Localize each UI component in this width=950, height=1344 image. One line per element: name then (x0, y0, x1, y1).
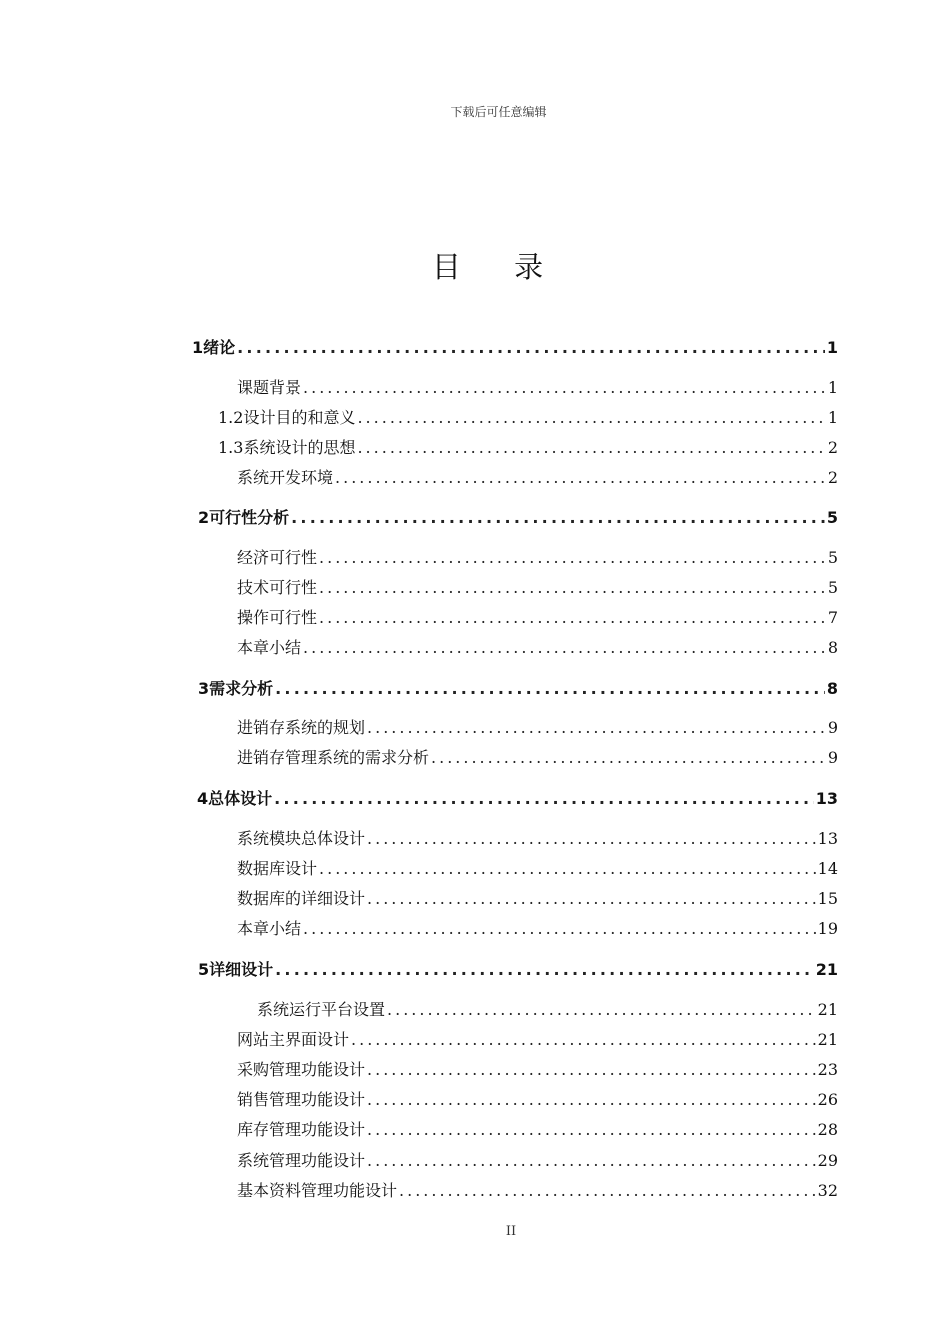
toc-entry-chapter-4[interactable] (197, 789, 838, 809)
toc-entry-chapter-1[interactable] (192, 338, 838, 358)
toc-entry-label: 本章小结 (237, 919, 302, 938)
page-number: II (505, 1224, 517, 1239)
toc-entry-page: 14 (817, 859, 838, 878)
toc-entry-label: 本章小结 (237, 638, 302, 657)
toc-entry[interactable] (237, 578, 838, 598)
toc-entry-page: 7 (827, 608, 838, 627)
toc-leader-dots (357, 408, 825, 428)
toc-entry-label: 数据库设计 (237, 859, 318, 878)
toc-entry[interactable] (237, 548, 838, 568)
toc-entry-number: 1.2 (218, 408, 244, 427)
toc-entry-page: 32 (817, 1181, 838, 1200)
toc-entry-label: 需求分析 (209, 679, 274, 698)
toc-entry-label: 技术可行性 (237, 578, 318, 597)
toc-entry[interactable] (237, 829, 838, 849)
toc-entry[interactable] (237, 378, 838, 398)
toc-entry[interactable] (237, 638, 838, 658)
toc-entry[interactable] (237, 889, 838, 909)
toc-entry-page: 8 (826, 679, 838, 698)
toc-leader-dots (319, 608, 826, 628)
toc-entry-page: 21 (815, 960, 838, 979)
toc-entry-chapter-2[interactable] (198, 508, 838, 528)
toc-entry-page: 26 (817, 1090, 838, 1109)
toc-leader-dots (291, 508, 825, 528)
toc-leader-dots (319, 859, 816, 879)
toc-entry-page: 1 (827, 408, 838, 427)
toc-entry-page: 29 (817, 1151, 838, 1170)
toc-entry-label: 网站主界面设计 (237, 1030, 350, 1049)
toc-entry-label: 设计目的和意义 (243, 408, 356, 427)
toc-entry-label: 采购管理功能设计 (237, 1060, 366, 1079)
toc-entry-number: 1.3 (218, 438, 244, 457)
toc-entry-page: 5 (827, 578, 838, 597)
toc-leader-dots (367, 1151, 816, 1171)
toc-entry-page: 1 (827, 378, 838, 397)
toc-entry-label: 操作可行性 (237, 608, 318, 627)
toc-entry-chapter-5[interactable] (198, 960, 838, 980)
toc-entry-label: 进销存系统的规划 (237, 718, 366, 737)
toc-leader-dots (351, 1030, 816, 1050)
toc-entry-page: 28 (817, 1120, 838, 1139)
toc-leader-dots (303, 638, 826, 658)
toc-entry[interactable] (237, 1120, 838, 1140)
toc-entry[interactable] (237, 718, 838, 738)
toc-entry-label: 可行性分析 (209, 508, 290, 527)
toc-entry-label: 基本资料管理功能设计 (237, 1181, 398, 1200)
toc-entry[interactable] (237, 748, 838, 768)
toc-entry-label: 系统管理功能设计 (237, 1151, 366, 1170)
toc-entry-number: 1 (192, 338, 204, 357)
toc-leader-dots (303, 919, 816, 939)
toc-leader-dots (399, 1181, 816, 1201)
toc-entry-number: 3 (198, 679, 210, 698)
toc-leader-dots (274, 789, 814, 809)
toc-entry-page: 23 (817, 1060, 838, 1079)
toc-entry-label: 库存管理功能设计 (237, 1120, 366, 1139)
toc-entry[interactable] (237, 1060, 838, 1080)
page-title: 目 录 (431, 250, 566, 284)
toc-leader-dots (367, 1090, 816, 1110)
toc-entry-chapter-3[interactable] (198, 679, 838, 699)
toc-leader-dots (237, 338, 825, 358)
toc-entry[interactable] (237, 1151, 838, 1171)
toc-entry-number: 4 (197, 789, 209, 808)
toc-leader-dots (319, 578, 826, 598)
toc-leader-dots (367, 889, 816, 909)
toc-entry-page: 19 (817, 919, 838, 938)
toc-leader-dots (275, 960, 814, 980)
toc-entry[interactable] (237, 608, 838, 628)
toc-leader-dots (335, 468, 826, 488)
toc-entry-label: 总体设计 (208, 789, 273, 808)
toc-entry[interactable] (218, 408, 838, 428)
toc-entry-label: 绪论 (203, 338, 236, 357)
toc-entry[interactable] (237, 859, 838, 879)
toc-entry-label: 经济可行性 (237, 548, 318, 567)
toc-leader-dots (367, 829, 816, 849)
toc-leader-dots (319, 548, 826, 568)
toc-entry[interactable] (237, 919, 838, 939)
toc-entry-page: 8 (827, 638, 838, 657)
toc-entry-label: 系统运行平台设置 (257, 1000, 386, 1019)
toc-entry[interactable] (237, 1030, 838, 1050)
toc-entry-number: 2 (198, 508, 210, 527)
toc-leader-dots (357, 438, 825, 458)
toc-entry-label: 系统模块总体设计 (237, 829, 366, 848)
toc-entry-page: 2 (827, 438, 838, 457)
toc-entry-label: 课题背景 (237, 378, 302, 397)
toc-entry-page: 2 (827, 468, 838, 487)
toc-entry[interactable] (237, 1181, 838, 1201)
toc-entry-number: 5 (198, 960, 210, 979)
toc-entry[interactable] (237, 468, 838, 488)
toc-entry-label: 进销存管理系统的需求分析 (237, 748, 430, 767)
toc-entry-page: 13 (815, 789, 838, 808)
toc-entry[interactable] (218, 438, 838, 458)
toc-leader-dots (387, 1000, 816, 1020)
toc-entry-label: 详细设计 (209, 960, 274, 979)
toc-leader-dots (431, 748, 826, 768)
toc-leader-dots (367, 1120, 816, 1140)
toc-entry-label: 数据库的详细设计 (237, 889, 366, 908)
toc-entry-page: 5 (827, 548, 838, 567)
toc-leader-dots (303, 378, 826, 398)
toc-leader-dots (367, 718, 826, 738)
toc-entry-label: 系统设计的思想 (243, 438, 356, 457)
toc-entry-page: 9 (827, 748, 838, 767)
toc-entry-label: 销售管理功能设计 (237, 1090, 366, 1109)
toc-entry-page: 21 (817, 1030, 838, 1049)
header-note: 下载后可任意编辑 (450, 105, 547, 119)
toc-entry[interactable] (237, 1090, 838, 1110)
toc-leader-dots (275, 679, 825, 699)
toc-entry-page: 13 (817, 829, 838, 848)
toc-entry-label: 系统开发环境 (237, 468, 334, 487)
toc-entry-page: 21 (817, 1000, 838, 1019)
toc-entry-page: 9 (827, 718, 838, 737)
toc-entry[interactable] (257, 1000, 838, 1020)
toc-leader-dots (367, 1060, 816, 1080)
toc-entry-page: 5 (826, 508, 838, 527)
toc-entry-page: 1 (826, 338, 838, 357)
toc-entry-page: 15 (817, 889, 838, 908)
